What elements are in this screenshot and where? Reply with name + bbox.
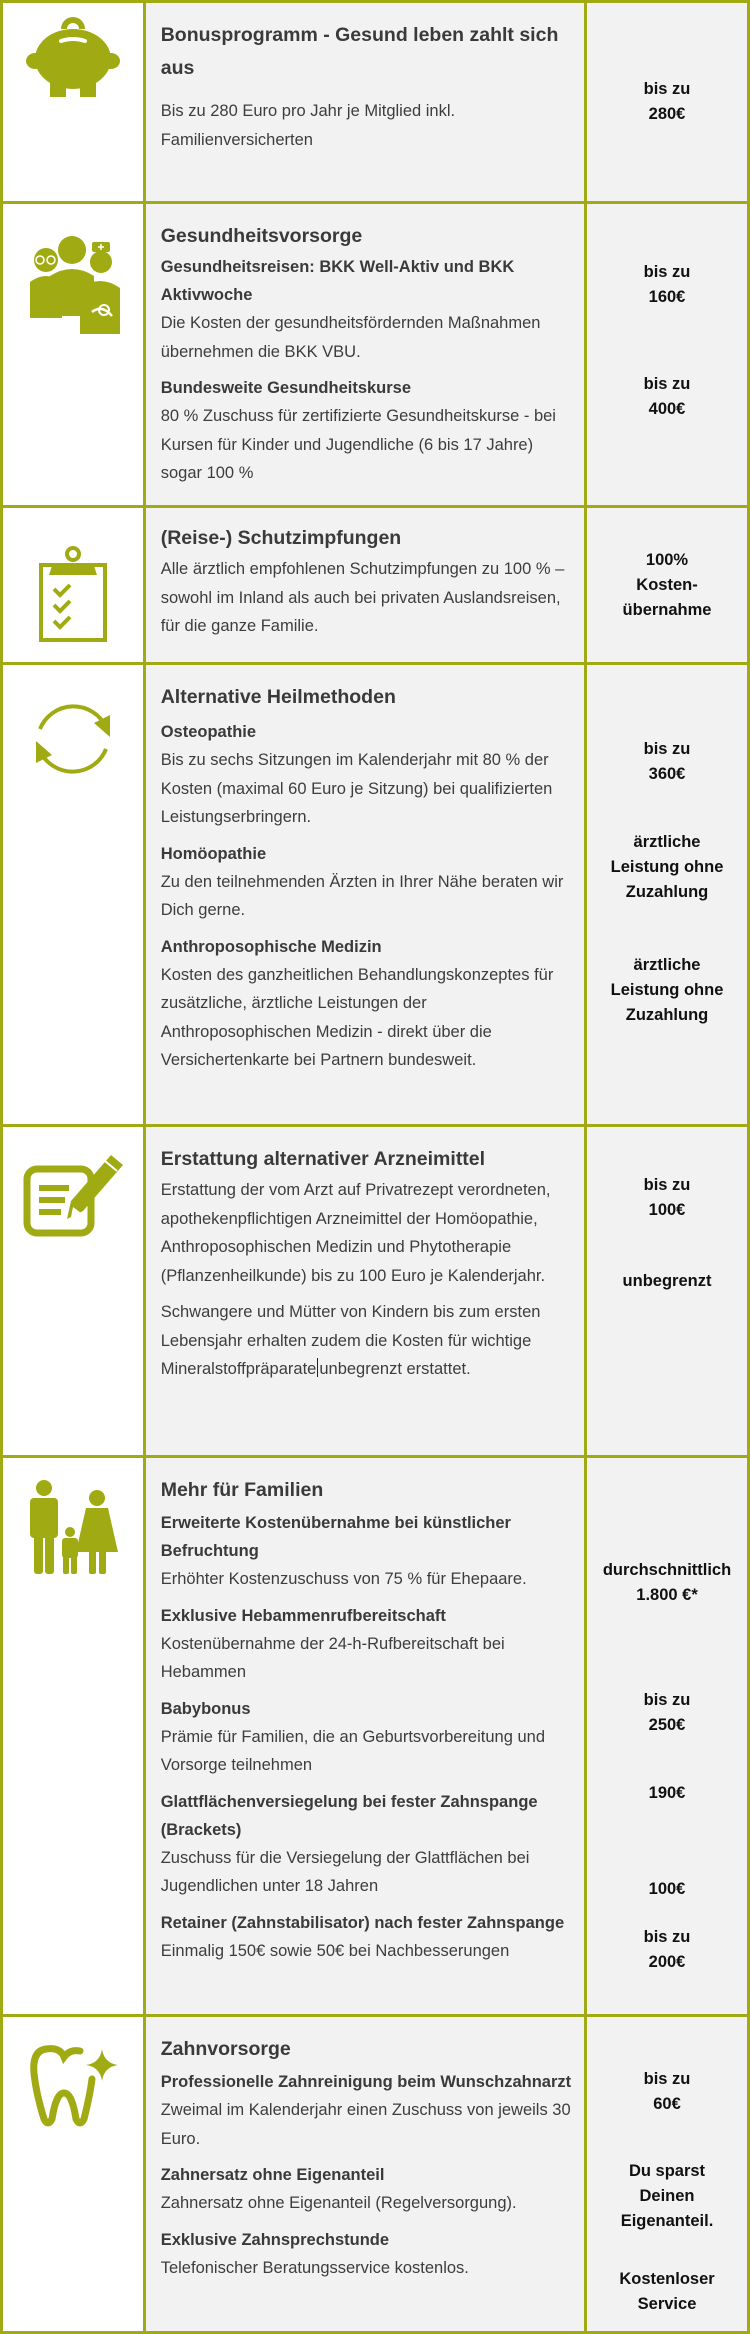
table-row-alternative-heilmethoden [2,664,749,1126]
value-label: 100% Kosten- übernahme [622,550,712,619]
value-label: ärztliche Leistung ohne Zuzahlung [610,833,724,901]
value-cell [586,203,749,507]
benefit-block [161,1695,574,1780]
benefit-block [161,1788,574,1901]
benefit-text: Zweimal im Kalenderjahr einen Zuschuss von jeweils 30 Euro. [160,2101,571,2148]
description-cell [144,507,585,664]
value-label: Kostenloser Service [619,2270,715,2313]
value-cell [586,1126,749,1457]
family-icon [26,1480,120,1576]
value-label: unbegrenzt [622,1272,712,1290]
row-title: Mehr für Familien [160,1479,324,1501]
value-label: bis zu 280€ [643,80,691,123]
benefit-text: Erhöhter Kostenzuschuss von 75 % für Ehepaare. [160,1570,527,1588]
value-label: ärztliche Leistung ohne Zuzahlung [610,956,724,1024]
benefit-block [161,2161,574,2218]
benefit-heading: Retainer (Zahnstabilisator) nach fester Zahnspange [160,1913,565,1932]
row-title: Alternative Heilmethoden [160,686,396,708]
value-cell [586,2,749,203]
row-title: Zahnvorsorge [160,2038,291,2060]
row-title: Gesundheitsvorsorge [160,225,363,247]
value-label: bis zu 60€ [643,2070,691,2113]
benefit-block [161,840,574,925]
edit-document-icon [23,1149,123,1239]
row-title: Bonusprogramm - Gesund leben zahlt sich aus [160,24,559,79]
icon-cell [2,507,145,664]
value-label: 100€ [648,1880,686,1898]
description-cell [144,1126,585,1457]
icon-cell [2,2,145,203]
benefit-heading: Babybonus [160,1699,251,1718]
table-row-arzneimittel [2,1126,749,1457]
icon-cell [2,1126,145,1457]
benefit-block [161,253,574,366]
description-cell [144,1457,585,2016]
value-label: Du sparst Deinen Eigenanteil. [620,2162,714,2230]
benefit-heading: Glattflächenversiegelung bei fester Zahnspange (Brackets) [160,1792,538,1839]
benefit-block [161,1298,574,1384]
benefit-text: Kosten des ganzheitlichen Behandlungskonzeptes für zusätzliche, ärztliche Leistungen der Anthroposophischen Medizin - direkt über die Versichertenkarte bei Partnern bundesweit. [160,965,554,1069]
table-row-familien [2,1457,749,2016]
benefit-heading: Osteopathie [160,723,257,741]
icon-cell [2,2016,145,2333]
benefit-heading: Erweiterte Kostenübernahme bei künstlicher Befruchtung [160,1514,511,1560]
benefit-text: Prämie für Familien, die an Geburtsvorbereitung und Vorsorge teilnehmen [160,1727,545,1774]
row-text: Alle ärztlich empfohlenen Schutzimpfungen zu 100 % – sowohl im Inland als auch bei privaten Auslandsreisen, für die ganze Familie. [160,560,565,635]
description-cell [144,2016,585,2333]
row-title: Erstattung alternativer Arzneimittel [160,1148,486,1170]
table-row-zahnvorsorge [2,2016,749,2333]
piggy-bank-icon [25,17,121,97]
benefit-text: Schwangere und Mütter von Kindern bis zum ersten Lebensjahr erhalten zudem die Kosten für wichtige Mineralstoffpräparate unbegrenzt erstattet. [160,1303,541,1378]
description-cell [144,664,585,1126]
clipboard-check-icon [38,545,108,643]
value-label: durchschnittlich 1.800 €* [602,1561,732,1604]
benefit-heading: Zahnersatz ohne Eigenanteil [160,2166,385,2184]
benefit-block [161,1176,574,1290]
benefit-block [161,2068,574,2153]
row-text: Bis zu 280 Euro pro Jahr je Mitglied inkl. Familienversicherten [160,102,456,149]
benefit-text: 80 % Zuschuss für zertifizierte Gesundheitskurse - bei Kursen für Kinder und Jugendliche (6 bis 17 Jahre) sogar 100 % [160,407,556,482]
family-doctor-icon [24,232,122,334]
row-title: (Reise-) Schutzimpfungen [160,527,402,549]
benefit-text: Zu den teilnehmenden Ärzten in Ihrer Nähe beraten wir Dich gerne. [160,872,564,919]
value-cell [586,1457,749,2016]
value-label: bis zu 160€ [643,263,691,306]
icon-cell [2,203,145,507]
refresh-cycle-icon [30,693,116,783]
benefit-heading: Homöopathie [160,844,267,863]
description-cell [144,2,585,203]
benefit-text: Bis zu sechs Sitzungen im Kalenderjahr mit 80 % der Kosten (maximal 60 Euro je Sitzung) bei qualifizierten Leistungserbringern. [160,751,553,826]
benefit-block [161,2226,574,2283]
benefit-block [161,1509,574,1594]
benefit-text: Erstattung der vom Arzt auf Privatrezept verordneten, apothekenpflichtigen Arzneimittel der Homöopathie, Anthroposophischen Medizin und Phytotherapie (Pflanzenheilkunde) bis zu 100 Euro je Kalenderjahr. [160,1181,551,1285]
benefit-block [161,933,574,1075]
table-row-bonusprogramm [2,2,749,203]
benefit-block [161,1909,574,1966]
benefit-text: Einmalig 150€ sowie 50€ bei Nachbesserungen [160,1941,510,1960]
benefit-text: Telefonischer Beratungsservice kostenlos. [160,2258,469,2277]
benefit-text: Zahnersatz ohne Eigenanteil (Regelversorgung). [160,2194,517,2212]
benefit-block [161,718,574,832]
benefit-heading: Bundesweite Gesundheitskurse [160,379,412,397]
benefit-text: Zuschuss für die Versiegelung der Glattflächen bei Jugendlichen unter 18 Jahren [160,1848,530,1895]
value-label: bis zu 400€ [643,375,691,418]
benefit-heading: Gesundheitsreisen: BKK Well-Aktiv und BKK Aktivwoche [160,258,515,304]
benefit-heading: Exklusive Zahnsprechstunde [160,2230,390,2249]
value-label: bis zu 100€ [643,1176,691,1219]
value-cell [586,2016,749,2333]
description-cell [144,203,585,507]
value-cell [586,664,749,1126]
tooth-sparkle-icon [26,2041,120,2129]
table-row-schutzimpfungen [2,507,749,664]
icon-cell [2,664,145,1126]
benefit-heading: Anthroposophische Medizin [160,937,382,956]
table-row-gesundheitsvorsorge [2,203,749,507]
benefit-heading: Professionelle Zahnreinigung beim Wunschzahnarzt [160,2073,572,2091]
benefit-text: Kostenübernahme der 24-h-Rufbereitschaft bei Hebammen [160,1634,505,1681]
value-label: bis zu 200€ [643,1928,691,1971]
benefit-heading: Exklusive Hebammenrufbereitschaft [160,1606,446,1625]
value-cell [586,507,749,664]
benefit-block [161,374,574,488]
value-label: 190€ [648,1784,686,1802]
benefit-text: Die Kosten der gesundheitsfördernden Maßnahmen übernehmen die BKK VBU. [160,314,541,361]
value-label: bis zu 250€ [643,1691,691,1734]
benefit-block [161,1602,574,1687]
icon-cell [2,1457,145,2016]
value-label: bis zu 360€ [643,740,691,783]
